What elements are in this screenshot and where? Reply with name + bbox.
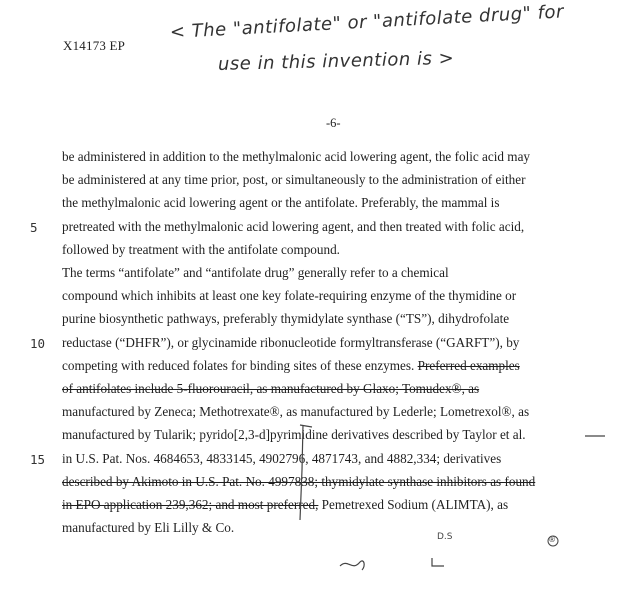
body-line <box>62 288 516 304</box>
body-line-text: manufactured by Zeneca; Methotrexate®, as manufactured by Lederle; Lometrexol®, as <box>62 404 530 419</box>
body-line <box>62 404 529 420</box>
handwritten-annotation-line1: < The "antifolate" or "antifolate drug" for <box>169 1 565 43</box>
ink-scribble <box>340 561 364 570</box>
line-number: 5 <box>30 220 38 235</box>
body-line-text: manufactured by Tularik; pyrido[2,3-d]pyrimidine derivatives described by Taylor et al. <box>62 427 526 442</box>
body-line-text: Pemetrexed Sodium (ALIMTA), as <box>318 497 509 512</box>
body-line <box>62 381 479 397</box>
body-line <box>62 242 340 258</box>
body-line <box>62 474 535 490</box>
body-line-text: reductase (“DHFR”), or glycinamide ribonucleotide formyltransferase (“GARFT”), by <box>62 335 520 350</box>
struck-through-text: Preferred examples <box>417 358 520 373</box>
body-line-text: be administered at any time prior, post, or simultaneously to the administration of either <box>62 172 526 187</box>
body-line <box>62 427 526 443</box>
body-line <box>62 358 520 374</box>
body-line <box>62 219 524 235</box>
page-number: -6- <box>326 116 341 130</box>
body-line-text: the methylmalonic acid lowering agent or the antifolate. Preferably, the mammal is <box>62 195 500 210</box>
struck-through-text: of antifolates include 5-fluorouracil, as manufactured by Glaxo; Tomudex®, as <box>62 381 480 396</box>
ink-underline-bracket <box>432 558 444 566</box>
struck-through-text: in EPO application 239,362; and most preferred, <box>62 497 319 512</box>
body-line-text: competing with reduced folates for binding sites of these enzymes. <box>62 358 418 373</box>
body-line-text: The terms “antifolate” and “antifolate drug” generally refer to a chemical <box>62 265 449 280</box>
ink-ds-mark: D.S <box>437 532 453 542</box>
body-line <box>62 520 234 536</box>
body-line-text: followed by treatment with the antifolate compound. <box>62 242 340 257</box>
body-line <box>62 172 526 188</box>
body-line-text: compound which inhibits at least one key folate-requiring enzyme of the thymidine or <box>62 288 517 303</box>
struck-through-text: described by Akimoto in U.S. Pat. No. 4997838; thymidylate synthase inhibitors as found <box>62 474 536 489</box>
body-line <box>62 195 499 211</box>
body-line-text: be administered in addition to the methylmalonic acid lowering agent, the folic acid may <box>62 149 531 164</box>
body-line <box>62 451 501 467</box>
body-line <box>62 335 519 351</box>
body-line-text: in U.S. Pat. Nos. 4684653, 4833145, 4902796, 4871743, and 4882,334; derivatives <box>62 451 502 466</box>
body-line-text: manufactured by Eli Lilly & Co. <box>62 520 235 535</box>
ink-r-mark: ® <box>548 535 556 544</box>
line-number: 10 <box>30 336 46 351</box>
body-line-text: purine biosynthetic pathways, preferably thymidylate synthase (“TS”), dihydrofolate <box>62 311 510 326</box>
body-line <box>62 265 449 281</box>
body-line <box>62 149 530 165</box>
line-number: 15 <box>30 452 46 467</box>
document-id: X14173 EP <box>63 38 126 53</box>
body-line-text: pretreated with the methylmalonic acid lowering agent, and then treated with folic acid, <box>62 219 525 234</box>
handwritten-annotation-line2: use in this invention is > <box>217 47 455 75</box>
body-line <box>62 311 509 327</box>
body-line <box>62 497 508 513</box>
